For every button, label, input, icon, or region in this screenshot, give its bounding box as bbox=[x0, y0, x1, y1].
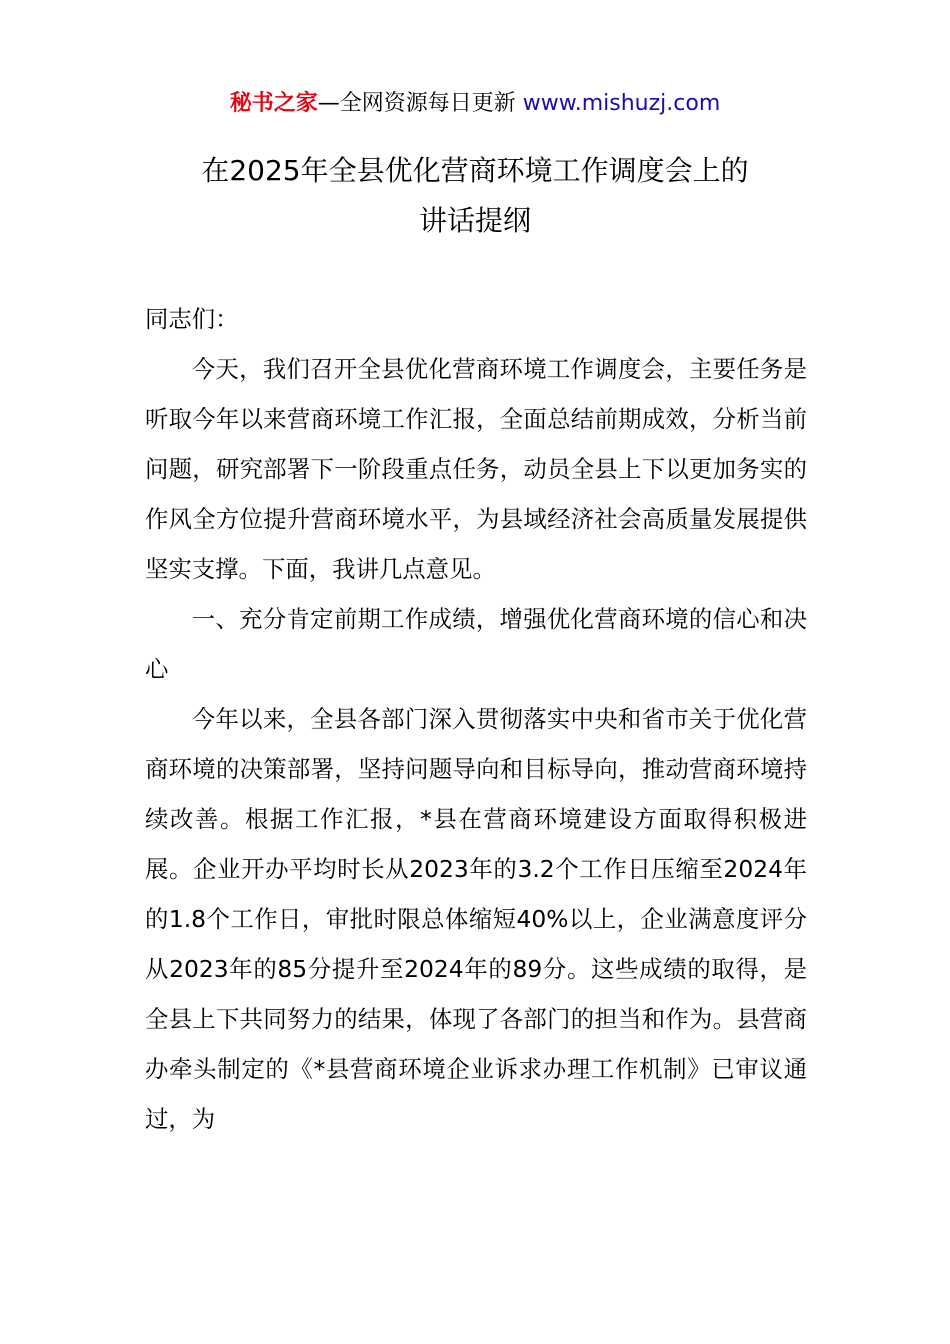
document-title bbox=[145, 146, 805, 246]
salutation: 同志们： bbox=[145, 305, 239, 333]
body-paragraph: 今年以来，全县各部门深入贯彻落实中央和省市关于优化营商环境的决策部署，坚持问题导向和目标导向，推动营商环境持续改善。根据工作汇报，*县在营商环境建设方面取得积极进展。企业开办平均时长从2023年的3.2个工作日压缩至2024年的1.8个工作日，审批时限总体缩短40%以上，企业满意度评分从2023年的85分提升至2024年的89分。这些成绩的取得，是全县上下共同努力的结果，体现了各部门的担当和作为。县营商办牵头制定的《*县营商环境企业诉求办理工作机制》已审议通过，为 bbox=[145, 705, 807, 1133]
intro-paragraph: 今天，我们召开全县优化营商环境工作调度会，主要任务是听取今年以来营商环境工作汇报，全面总结前期成效，分析当前问题，研究部署下一阶段重点任务，动员全县上下以更加务实的作风全方位提升营商环境水平，为县域经济社会高质量发展提供坚实支撑。下面，我讲几点意见。 bbox=[145, 355, 807, 583]
title-line-2: 讲话提纲 bbox=[418, 204, 531, 237]
site-url-link[interactable]: www.mishuzj.com bbox=[522, 91, 721, 116]
document-body bbox=[145, 294, 807, 1144]
section-heading-1: 一、充分肯定前期工作成绩，增强优化营商环境的信心和决心 bbox=[145, 605, 807, 683]
title-line-1: 在2025年全县优化营商环境工作调度会上的 bbox=[201, 154, 749, 187]
header-tagline: —全网资源每日更新 bbox=[317, 91, 516, 116]
site-header bbox=[0, 88, 950, 120]
brand-name: 秘书之家 bbox=[229, 91, 318, 116]
